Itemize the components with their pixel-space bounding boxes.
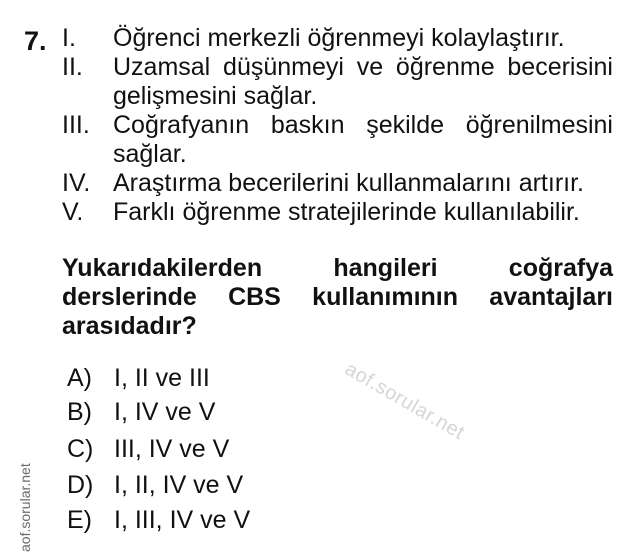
option-d-letter: D) — [67, 471, 94, 499]
option-b-text: I, IV ve V — [114, 398, 216, 426]
question-number: 7. — [24, 26, 47, 56]
statement-1 — [62, 24, 613, 53]
option-a[interactable] — [67, 364, 210, 393]
watermark-diagonal: aof.sorular.net — [341, 358, 469, 445]
option-a-letter: A) — [67, 364, 92, 392]
statement-3 — [62, 111, 613, 169]
statement-2-roman: II. — [62, 53, 83, 81]
statement-2 — [62, 53, 613, 111]
option-e-letter: E) — [67, 506, 92, 534]
statement-3-text: Coğrafyanın baskın şekilde öğrenilmesini sağlar. — [113, 111, 613, 168]
option-d-text: I, II, IV ve V — [114, 471, 244, 499]
option-a-text: I, II ve III — [114, 364, 210, 392]
statement-1-text: Öğrenci merkezli öğrenmeyi kolaylaştırır. — [113, 24, 565, 52]
option-c-text: III, IV ve V — [114, 435, 230, 463]
watermark-side: aof.sorular.net — [17, 463, 33, 552]
option-b-letter: B) — [67, 398, 92, 426]
statement-3-roman: III. — [62, 111, 90, 139]
statement-4-text: Araştırma becerilerini kullanmalarını artırır. — [113, 169, 584, 197]
option-d[interactable] — [67, 471, 243, 500]
option-c[interactable] — [67, 435, 229, 464]
statement-4-roman: IV. — [62, 169, 91, 197]
option-c-letter: C) — [67, 435, 94, 463]
option-b[interactable] — [67, 398, 215, 427]
statement-4 — [62, 169, 613, 198]
statement-5-roman: V. — [62, 198, 84, 226]
option-e[interactable] — [67, 506, 250, 535]
statement-5 — [62, 198, 613, 227]
statement-2-text: Uzamsal düşünmeyi ve öğrenme becerisini gelişmesini sağlar. — [113, 53, 613, 110]
statement-1-roman: I. — [62, 24, 76, 52]
statement-5-text: Farklı öğrenme stratejilerinde kullanılabilir. — [113, 198, 580, 226]
option-e-text: I, III, IV ve V — [114, 506, 251, 534]
question-text: Yukarıdakilerden hangileri coğrafya derslerinde CBS kullanımının avantajları arasıdadır? — [62, 254, 613, 340]
